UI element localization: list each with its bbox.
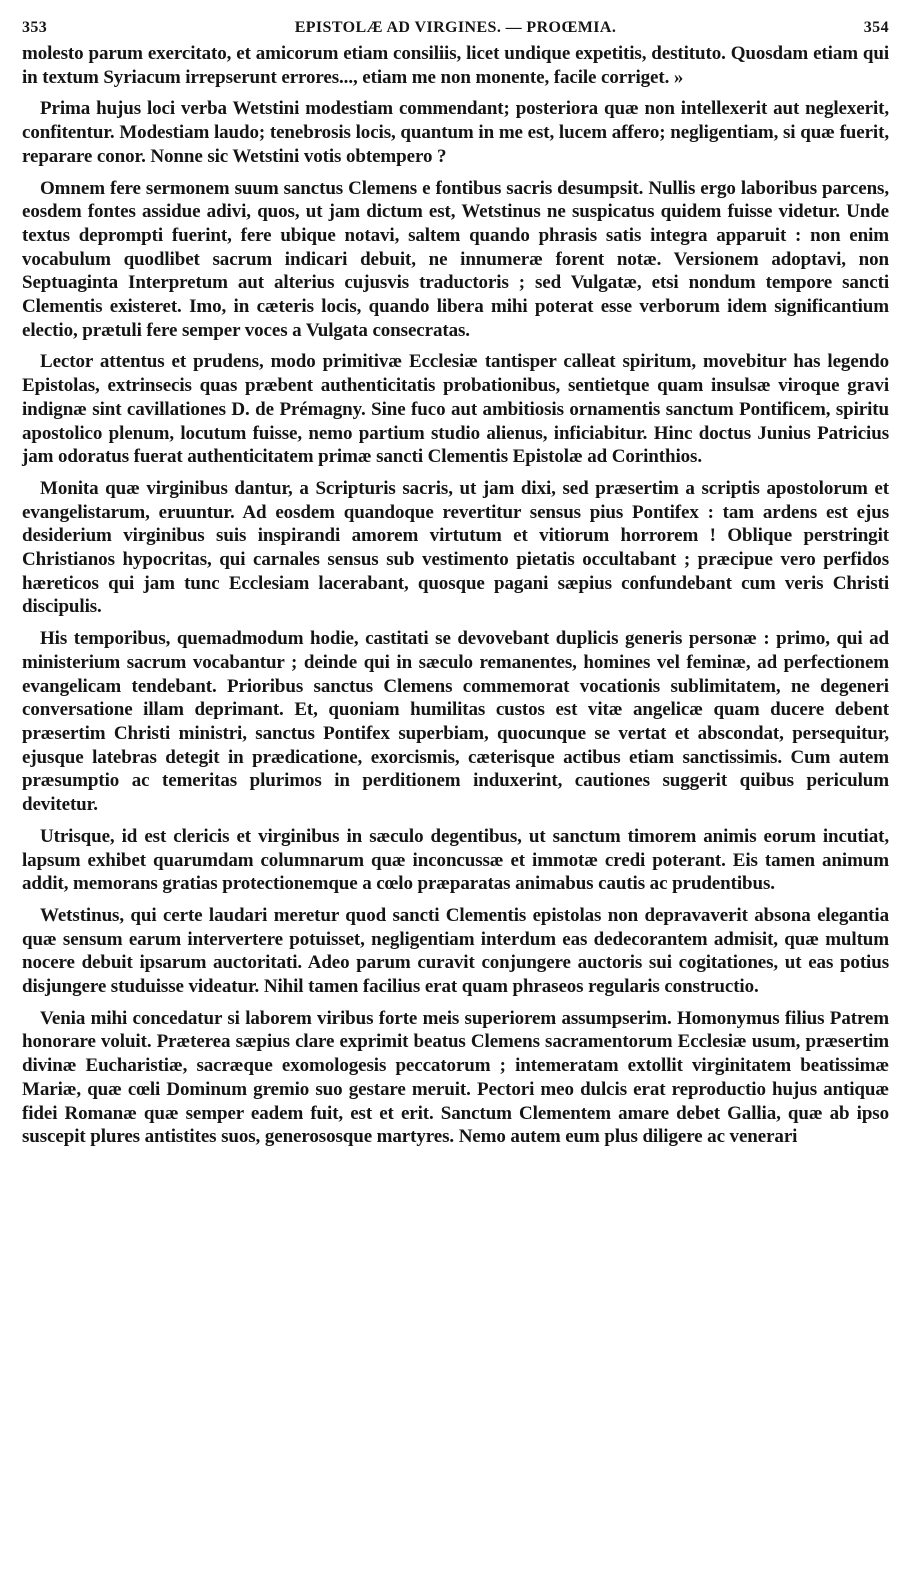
paragraph: molesto parum exercitato, et amicorum etiam consiliis, licet undique expetitis, destituto. Quosdam etiam qui in textum Syriacum irrepserunt errores..., etiam me non monente, facile corriget. » [22, 43, 889, 88]
paragraph: Venia mihi concedatur si laborem viribus forte meis superiorem assumpserim. Homonymus filius Patrem honorare voluit. Præterea sæpius clare exprimit beatus Clemens sacramentorum Ecclesiæ usum, præsertim divinæ Eucharistiæ, sacræque exomologesis peccatorum ; intemeratam extollit virginitatem beatissimæ Mariæ, quæ cœli Dominum gremio suo gestare meruit. Pectori meo dulcis erat reproductio hujus antiquæ fidei Romanæ quæ semper eadem fuit, est et erit. Sanctum Clementem amare debet Gallia, quæ ab ipso suscepit plures antistites suos, generososque martyres. Nemo autem eum plus diligere ac venerari [22, 1007, 889, 1148]
paragraph: Prima hujus loci verba Wetstini modestiam commendant; posteriora quæ non intellexerit aut neglexerit, confitentur. Modestiam laudo; tenebrosis locis, quantum in me est, lucem affero; negligentiam, si quæ fuerit, reparare conor. Nonne sic Wetstini votis obtempero ? [22, 98, 889, 167]
paragraph: His temporibus, quemadmodum hodie, castitati se devovebant duplicis generis personæ : primo, qui ad ministerium sacrum vocabantur ; deinde qui in sæculo remanentes, homines vel feminæ, ad perfectionem evangelicam tendebant. Prioribus sanctus Clemens commemorat vocationis sublimitatem, ne degeneri conversatione illam deprimant. Et, quoniam humilitas custos est vitæ angelicæ quam ducere debent præsertim Christi ministri, sanctus Pontifex superbiam, quocunque se vertat et abscondat, persequitur, ejusque latebras detegit in prædicatione, exorcismis, cæterisque actibus etiam sanctissimis. Cum autem præsumptio ac temeritas plurimos in perditionem induxerint, cautiones suggerit quibus periculum devitetur. [22, 628, 889, 816]
page-header [22, 16, 889, 40]
paragraph: Utrisque, id est clericis et virginibus in sæculo degentibus, ut sanctum timorem animis eorum incutiat, lapsum exhibet quarumdam columnarum quæ inconcussæ et immotæ credi poterant. Eis tamen animum addit, memorans gratias protectionemque a cœlo præparatas animabus cautis ac prudentibus. [22, 825, 889, 895]
running-title: EPISTOLÆ AD VIRGINES. — PROŒMIA. [294, 19, 617, 36]
paragraph: Lector attentus et prudens, modo primitivæ Ecclesiæ tantisper calleat spiritum, movebitur has legendo Epistolas, extrinsecis quas præbent authenticitatis probationibus, sentietque quam insulsæ viroque gravi indignæ sint cavillationes D. de Prémagny. Sine fuco aut ambitiosis ornamentis sanctum Pontificem, spiritu apostolico plenum, locutum fuisse, nemo partium studio alienus, inficiabitur. Hinc doctus Junius Patricius jam odoratus fuerat authenticitatem primæ sancti Clementis Epistolæ ad Corinthios. [22, 351, 889, 468]
page-number-right: 354 [863, 19, 889, 36]
body-text [22, 42, 889, 1149]
paragraph: Omnem fere sermonem suum sanctus Clemens e fontibus sacris desumpsit. Nullis ergo laboribus parcens, eosdem fontes assidue adivi, quos, ut jam dictum est, Wetstinus ne suspicatus quidem fuisse videtur. Unde textus deprompti fuerint, fere ubique notavi, saltem quando phrasis satis integra apparuit : non enim vocabulum quodlibet sacrum indicari debuit, ne innumeræ forent notæ. Versionem adoptavi, non Septuaginta Interpretum aut alterius cujusvis traductoris ; sed Vulgatæ, etsi nondum tempore sancti Clementis existeret. Imo, in cæteris locis, quando libera mihi poterat esse verborum idem significantium electio, prætuli fere semper voces a Vulgata consecratas. [22, 177, 889, 341]
paragraph: Monita quæ virginibus dantur, a Scripturis sacris, ut jam dixi, sed præsertim a scriptis apostolorum et evangelistarum, eruuntur. Ad eosdem quandoque revertitur sensus pius Pontifex : tam ardens est ejus desiderium virginibus suis inspirandi amorem virtutum et vitiorum horrorem ! Oblique perstringit Christianos hypocritas, qui carnales sensus sub vestimento pietatis occultabant ; præcipue vero perfidos hæreticos qui jam tunc Ecclesiam lacerabant, quosque pagani sæpius confundebant cum veris Christi discipulis. [22, 477, 889, 618]
paragraph: Wetstinus, qui certe laudari meretur quod sancti Clementis epistolas non depravaverit absona elegantia quæ sensum earum intervertere potuisset, negligentiam interdum eas dedecorantem admisit, quæ multum nocere debuit ipsarum auctoritati. Adeo parum curavit conjungere auctoris sui cogitationes, ut eas potius disjungere studuisse videatur. Nihil tamen facilius erat quam phraseos regularis constructio. [22, 904, 889, 998]
page-number-left: 353 [22, 19, 48, 36]
